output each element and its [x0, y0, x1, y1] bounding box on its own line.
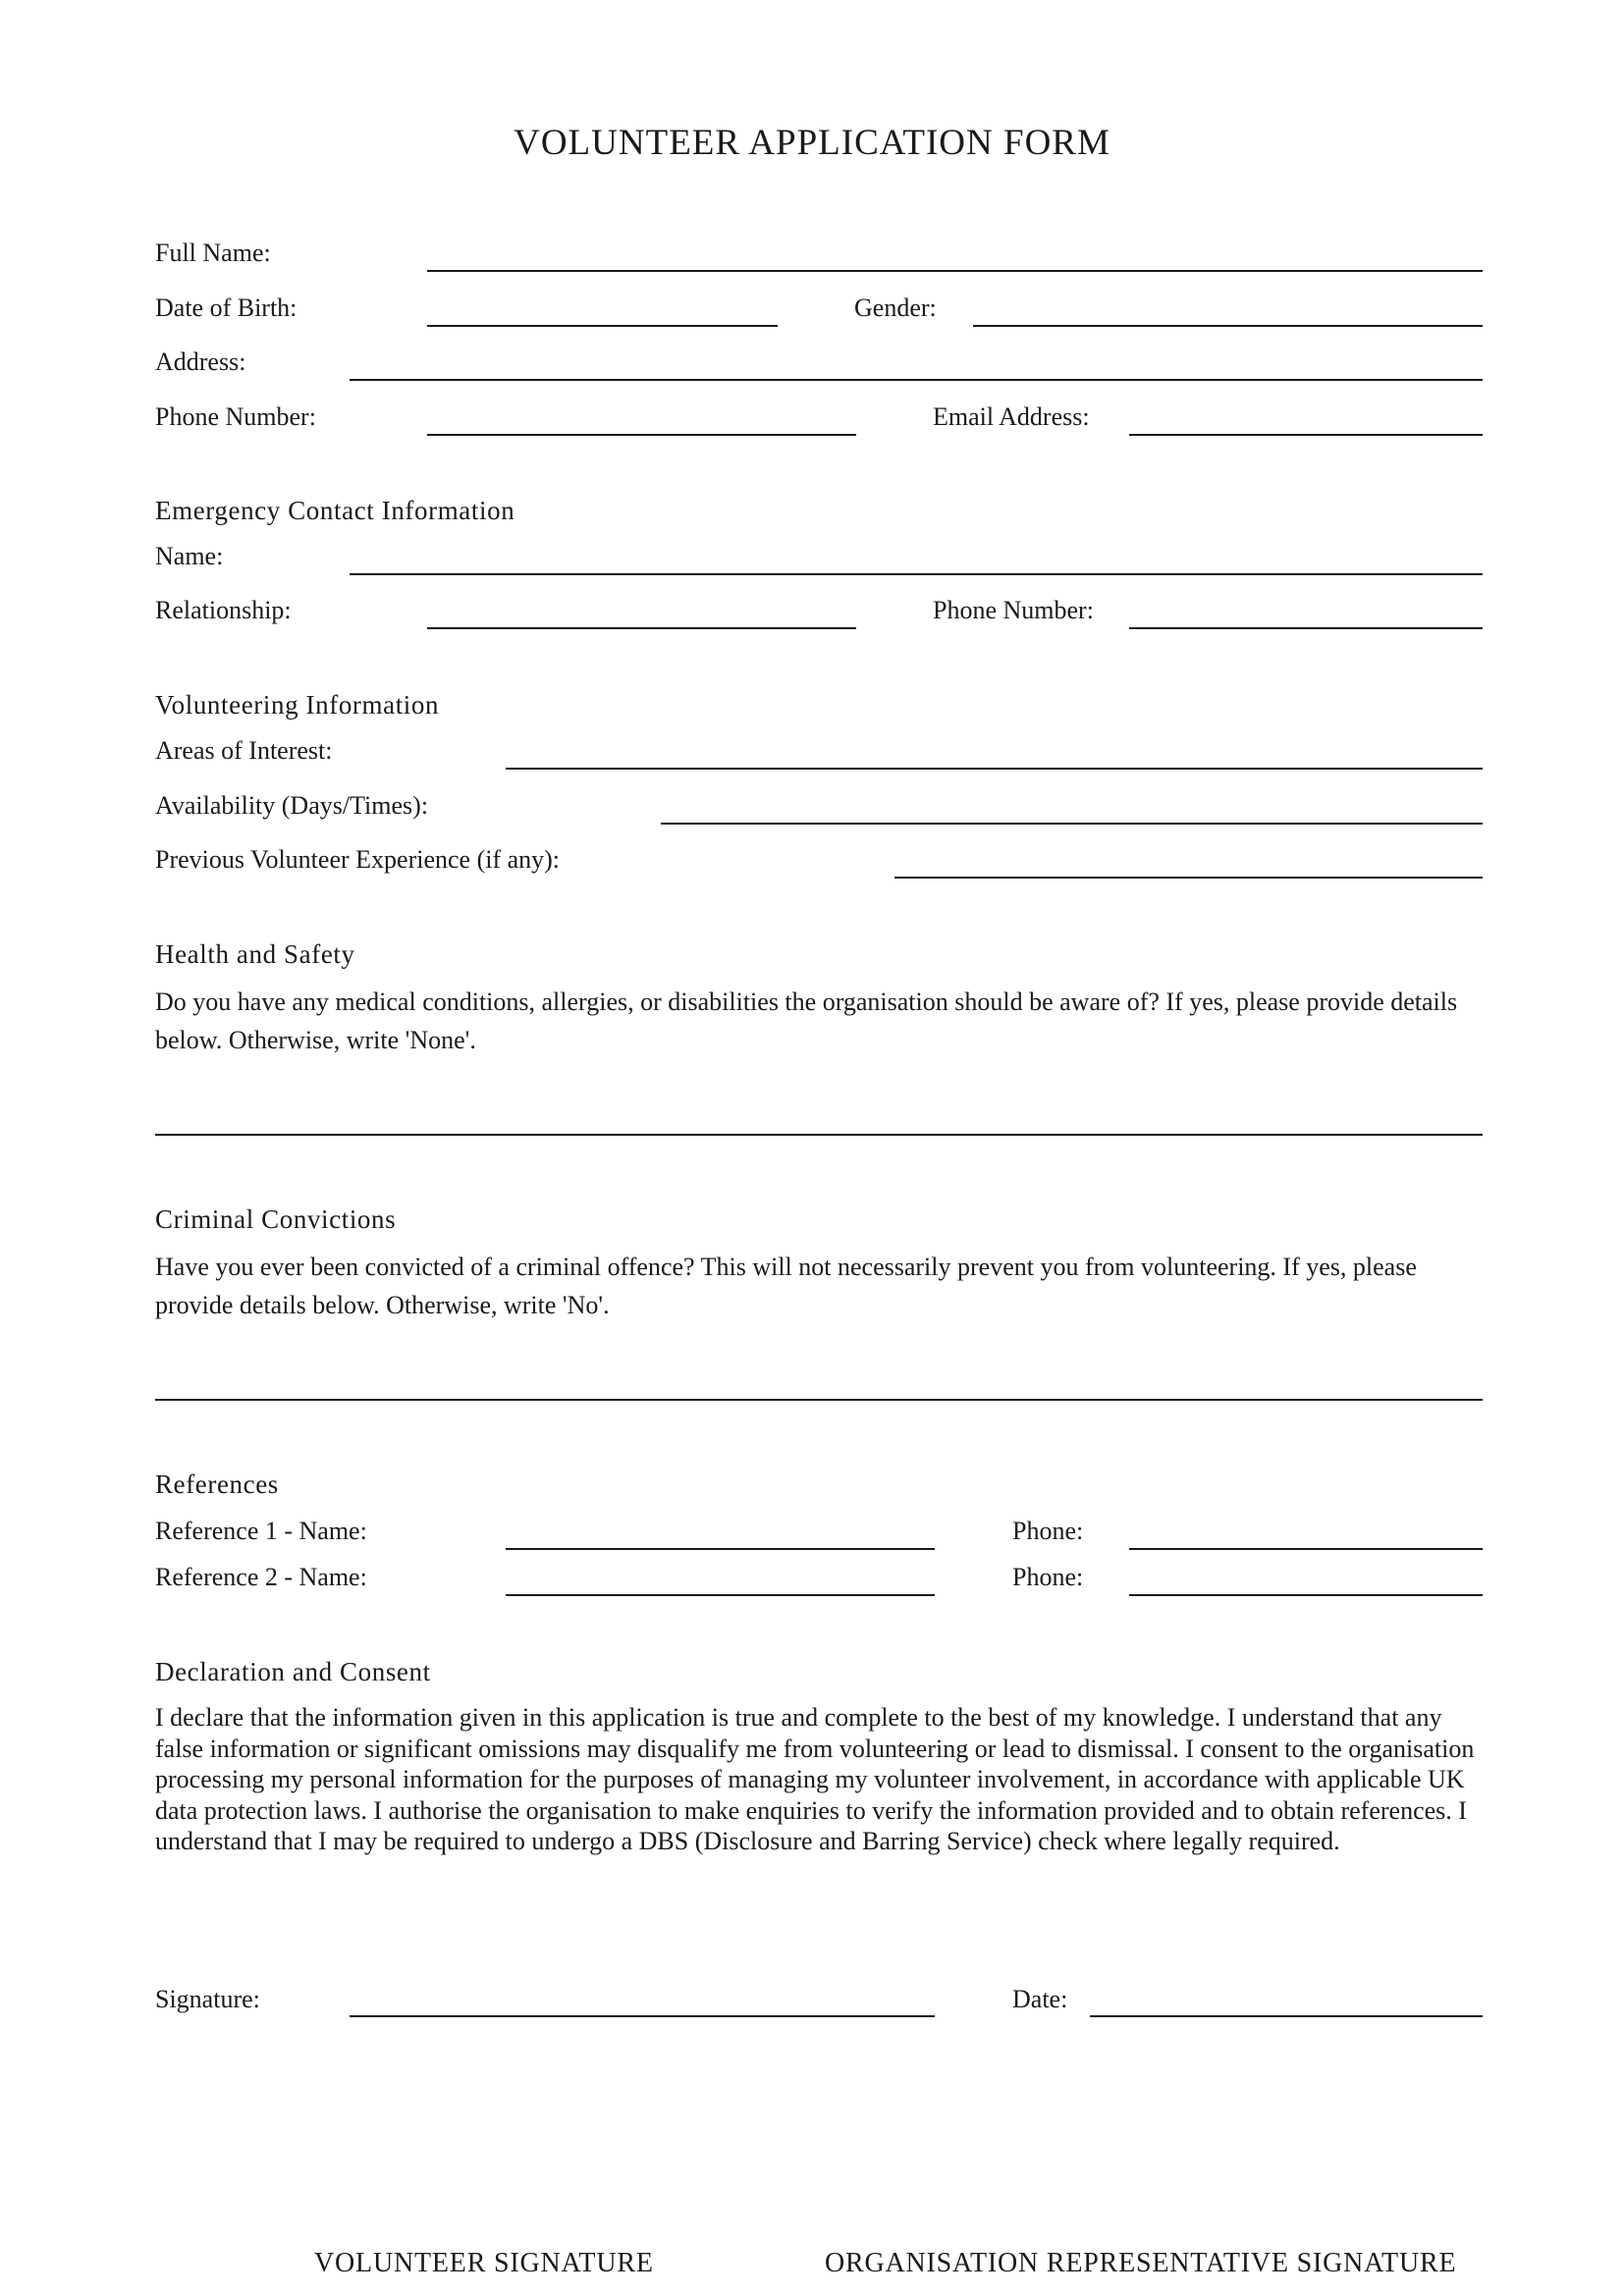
ref1-name-label: Reference 1 - Name: [155, 1517, 367, 1545]
emergency-phone-label: Phone Number: [933, 596, 1094, 624]
volunteer-signature-caption: VOLUNTEER SIGNATURE [314, 2248, 654, 2278]
phone-field[interactable] [427, 434, 856, 436]
health-heading: Health and Safety [155, 939, 355, 969]
experience-field[interactable] [894, 877, 1483, 879]
full-name-field[interactable] [427, 270, 1483, 272]
email-field[interactable] [1129, 434, 1483, 436]
signature-field[interactable] [350, 2015, 935, 2017]
ref2-name-label: Reference 2 - Name: [155, 1563, 367, 1591]
declaration-heading: Declaration and Consent [155, 1657, 431, 1686]
availability-label: Availability (Days/Times): [155, 791, 429, 820]
criminal-details-field[interactable] [155, 1399, 1483, 1401]
signature-label: Signature: [155, 1985, 260, 2013]
ref2-phone-label: Phone: [1012, 1563, 1084, 1591]
experience-label: Previous Volunteer Experience (if any): [155, 845, 561, 874]
declaration-text: I declare that the information given in this application is true and complete to the best of my knowledge. I understand that any false information or significant omissions may disqualify me from volunteering or lead to dismissal. I consent to the organisation processing my personal information for the purposes of managing my volunteer involvement, in accordance with applicable UK data protection laws. I authorise the organisation to make enquiries to verify the information provided and to obtain references. I understand that I may be required to undergo a DBS (Disclosure and Barring Service) check where legally required. [155, 1703, 1475, 1855]
emergency-heading: Emergency Contact Information [155, 496, 515, 525]
ref1-name-field[interactable] [506, 1548, 935, 1550]
address-label: Address: [155, 347, 246, 376]
references-heading: References [155, 1469, 279, 1499]
areas-label: Areas of Interest: [155, 736, 333, 765]
ref2-name-field[interactable] [506, 1594, 935, 1596]
emergency-name-field[interactable] [350, 573, 1483, 575]
availability-field[interactable] [661, 823, 1483, 825]
areas-field[interactable] [506, 768, 1483, 770]
emergency-phone-field[interactable] [1129, 627, 1483, 629]
email-label: Email Address: [933, 402, 1090, 431]
form-title: VOLUNTEER APPLICATION FORM [514, 123, 1110, 163]
relationship-label: Relationship: [155, 596, 292, 624]
org-signature-caption: ORGANISATION REPRESENTATIVE SIGNATURE [825, 2248, 1457, 2278]
full-name-label: Full Name: [155, 239, 271, 267]
health-details-field[interactable] [155, 1134, 1483, 1136]
address-field[interactable] [350, 379, 1483, 381]
phone-label: Phone Number: [155, 402, 316, 431]
health-question: Do you have any medical conditions, allergies, or disabilities the organisation should be aware of? If yes, please provide details below. Otherwise, write 'None'. [155, 988, 1458, 1054]
ref2-phone-field[interactable] [1129, 1594, 1483, 1596]
gender-field[interactable] [973, 325, 1483, 327]
volunteering-heading: Volunteering Information [155, 690, 440, 720]
relationship-field[interactable] [427, 627, 856, 629]
ref1-phone-field[interactable] [1129, 1548, 1483, 1550]
ref1-phone-label: Phone: [1012, 1517, 1084, 1545]
date-label: Date: [1012, 1985, 1068, 2013]
gender-label: Gender: [854, 294, 937, 322]
dob-label: Date of Birth: [155, 294, 298, 322]
date-field[interactable] [1090, 2015, 1483, 2017]
criminal-question: Have you ever been convicted of a criminal offence? This will not necessarily prevent you from volunteering. If yes, please provide details below. Otherwise, write 'No'. [155, 1253, 1417, 1319]
emergency-name-label: Name: [155, 542, 224, 570]
dob-field[interactable] [427, 325, 778, 327]
criminal-heading: Criminal Convictions [155, 1204, 397, 1234]
